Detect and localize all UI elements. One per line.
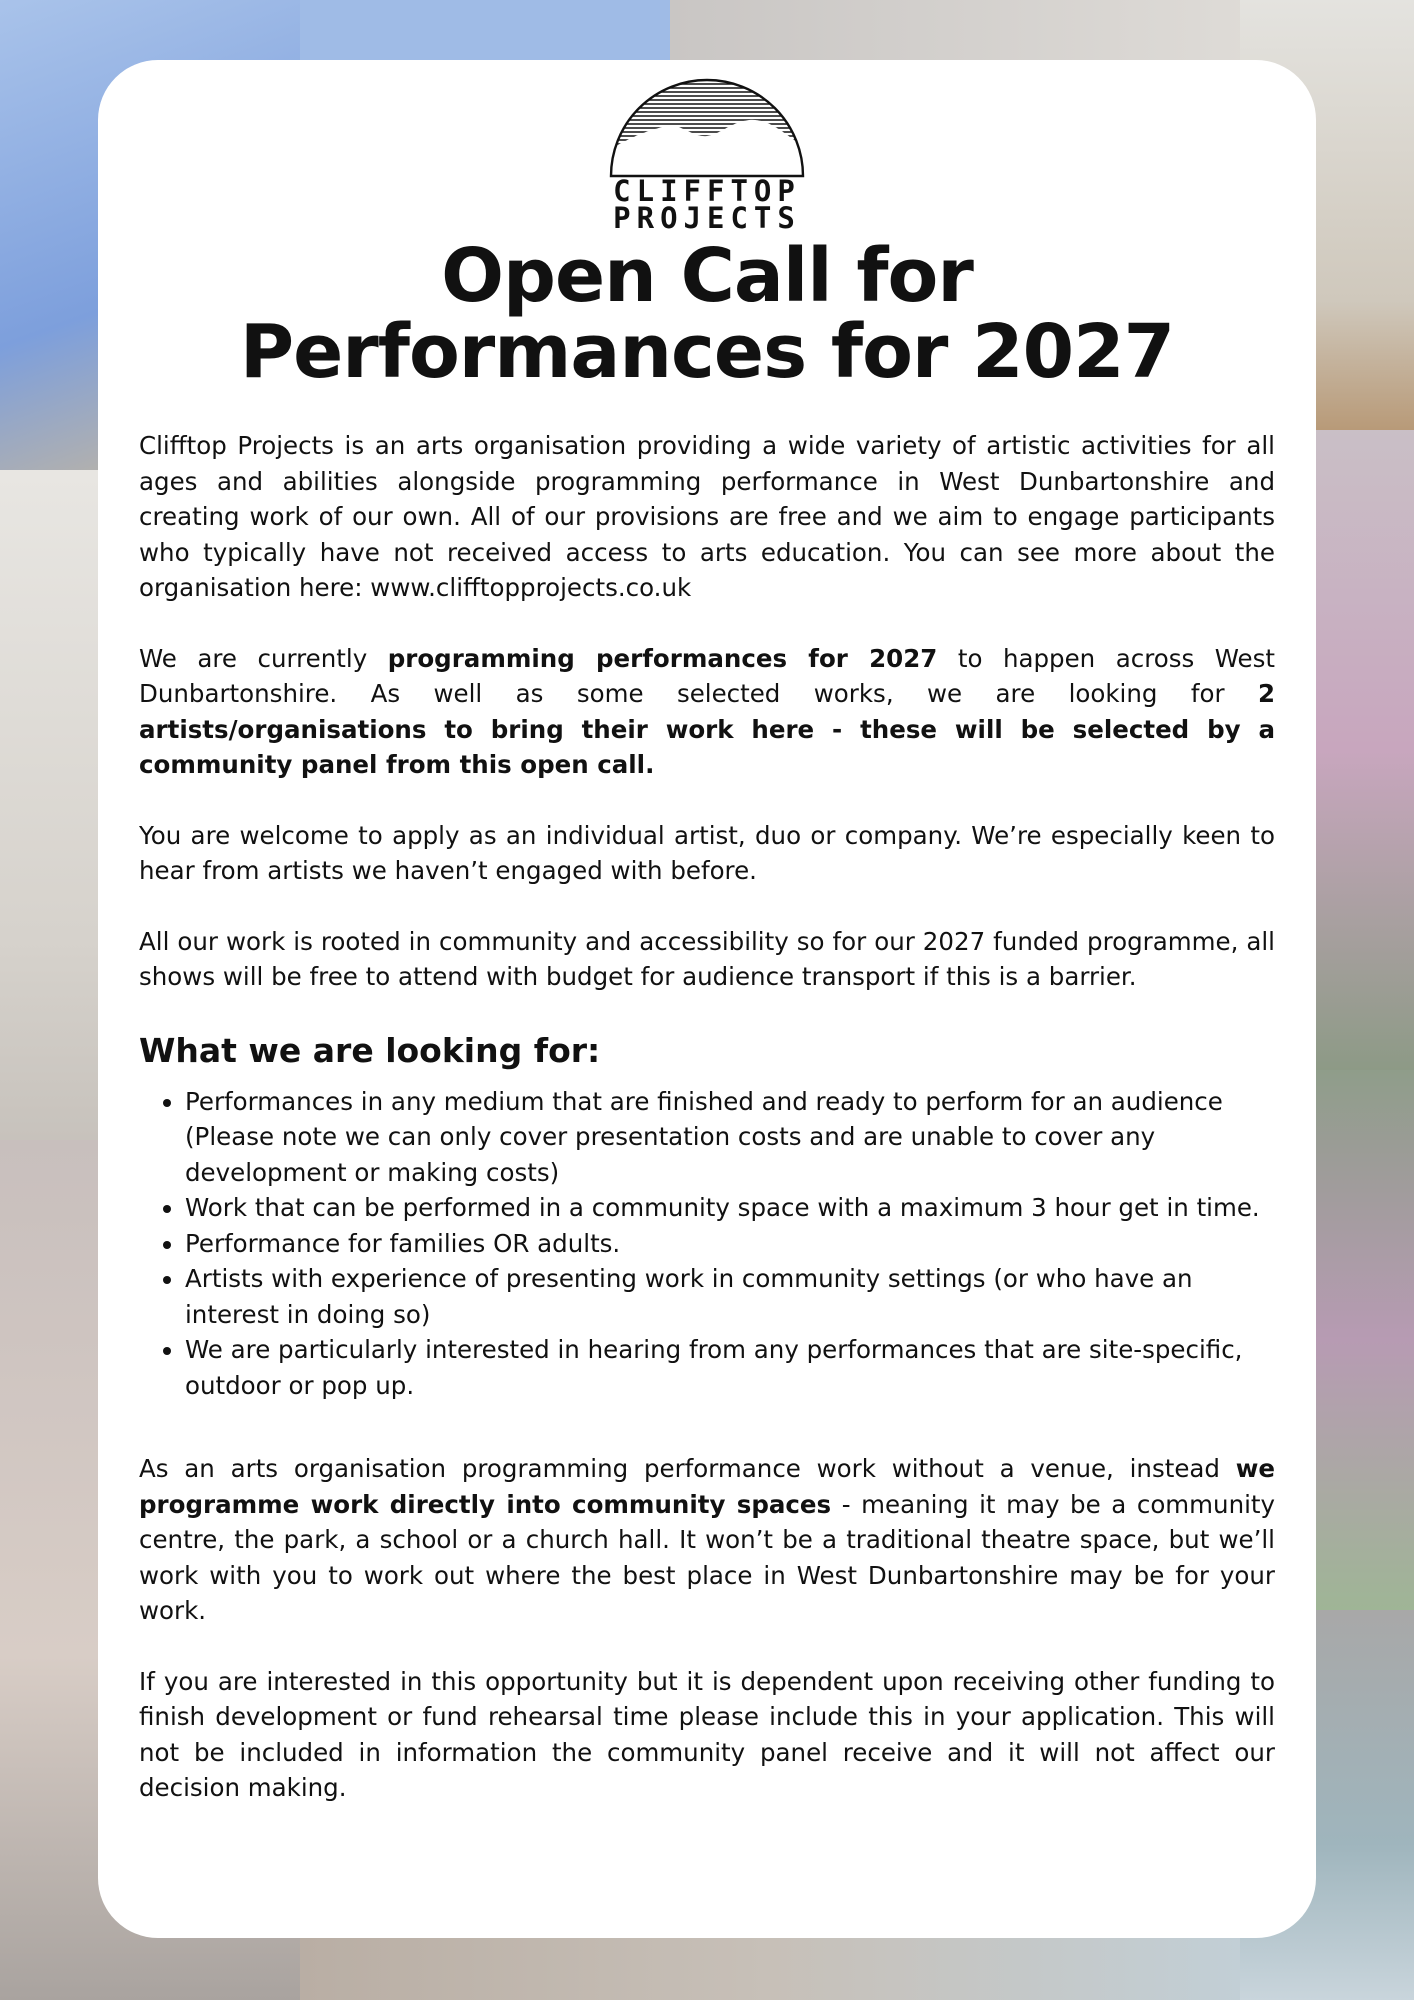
venue-paragraph xyxy=(139,1451,1275,1629)
clifftop-logo-icon xyxy=(609,78,805,230)
venue-text-2: - meaning it may be a community centre, the park, a school or a church hall. It won’t be a traditional theatre space, but we’ll work with you to work out where the best place in West Dunbartonshire may be for your work. xyxy=(139,1489,1276,1625)
programming-text-1: We are currently xyxy=(139,643,388,673)
title-line1: Open Call for xyxy=(441,233,973,319)
programming-bold-2: 2 artists/organisations to bring their work here - these will be selected by a community panel from this open call. xyxy=(139,679,1275,779)
list-item: • Work that can be performed in a community space with a maximum 3 hour get in time. xyxy=(185,1190,1275,1226)
venue-bold: we programme work directly into community spaces xyxy=(139,1454,1275,1519)
list-item: • We are particularly interested in hearing from any performances that are site-specific, outdoor or pop up. xyxy=(185,1332,1275,1403)
programming-bold-1: programming performances for 2027 xyxy=(387,643,938,673)
logo-line2: PROJECTS xyxy=(613,201,801,230)
list-item: • Performance for families OR adults. xyxy=(185,1226,1275,1262)
venue-text-1: As an arts organisation programming performance work without a venue, instead xyxy=(139,1454,1236,1483)
welcome-paragraph: You are welcome to apply as an individual artist, duo or company. We’re especially keen to hear from artists we haven’t engaged with before. xyxy=(139,820,1275,885)
list-item: • Artists with experience of presenting work in community settings (or who have an interest in doing so) xyxy=(185,1261,1275,1332)
intro-paragraph: Clifftop Projects is an arts organisation providing a wide variety of artistic activities for all ages and abilities alongside programming performance in West Dunbartonshire and creating work of our own. All of our provisions are free and we aim to engage participants who typically have not received access to arts education. You can see more about the organisation here: www.clifftopprojects.co.uk xyxy=(139,431,1275,602)
logo-line1: CLIFFTOP xyxy=(613,174,801,208)
open-call-card xyxy=(98,60,1316,1938)
page-title xyxy=(139,233,1275,395)
looking-for-list xyxy=(139,1084,1275,1404)
funding-paragraph: If you are interested in this opportunity but it is dependent upon receiving other funding to finish development or fund rehearsal time please include this in your application. This will not be included in information the community panel receive and it will not affect our decision making. xyxy=(139,1666,1275,1802)
accessibility-paragraph: All our work is rooted in community and accessibility so for our 2027 funded programme, all shows will be free to attend with budget for audience transport if this is a barrier. xyxy=(139,926,1275,991)
title-line2: Performances for 2027 xyxy=(239,309,1175,395)
programming-text-2: to happen across West Dunbartonshire. As well as some selected works, we are looking for xyxy=(139,643,1275,708)
programming-paragraph xyxy=(139,641,1275,783)
list-item: • Performances in any medium that are finished and ready to perform for an audience (Please note we can only cover presentation costs and are unable to cover any development or making costs) xyxy=(185,1084,1275,1191)
looking-for-heading: What we are looking for: xyxy=(139,1030,601,1070)
